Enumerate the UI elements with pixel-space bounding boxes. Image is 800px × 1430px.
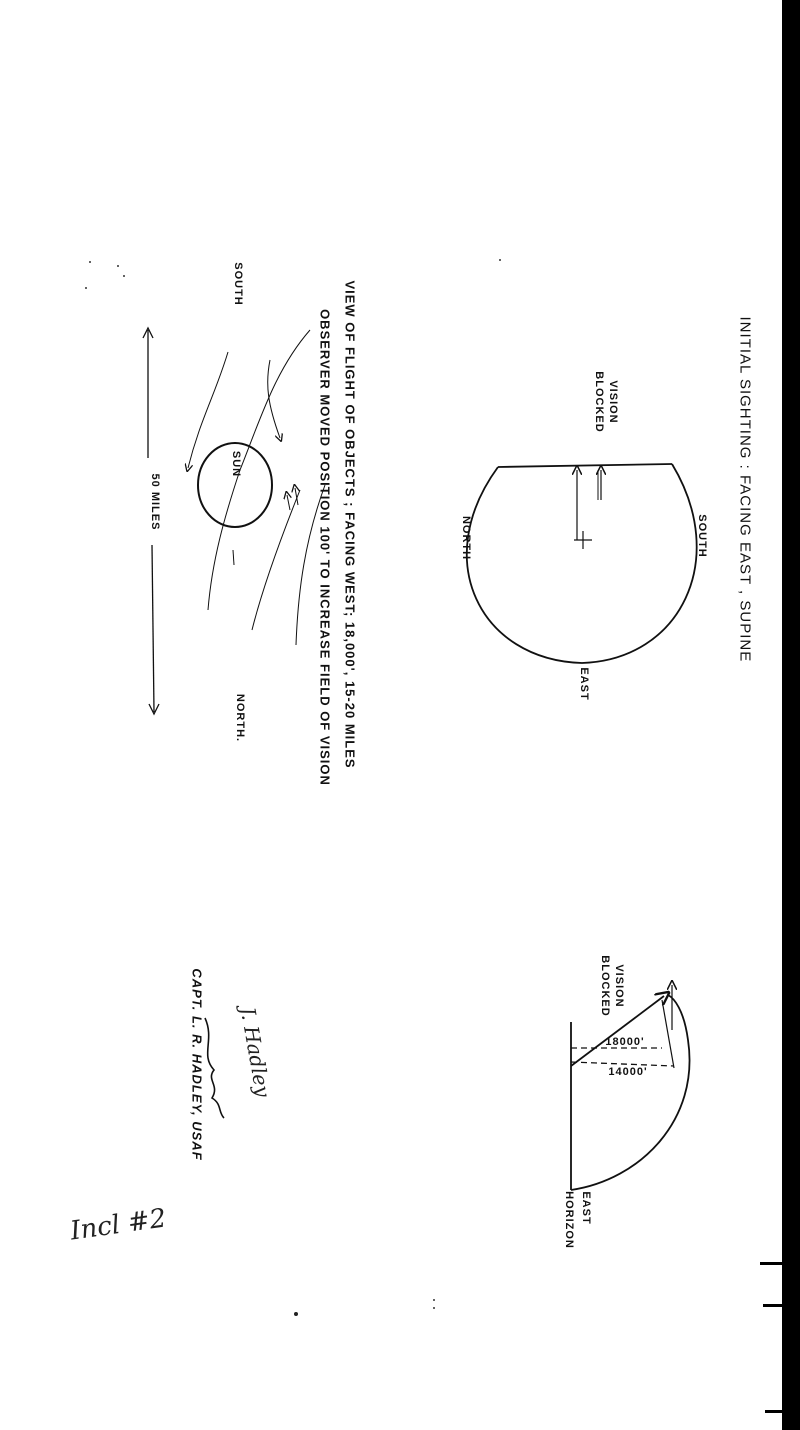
vision-label-line2: BLOCKED: [593, 371, 605, 433]
flight-path: [233, 550, 234, 565]
vision-label-line1: VISION: [613, 964, 625, 1008]
scale-label: 50 MILES: [149, 473, 161, 531]
vision-blocked-line: [498, 464, 672, 467]
speck: [499, 259, 501, 261]
diagram3-vision-blocked-label: [598, 946, 626, 1026]
diagram3-horizon-label: HORIZON: [563, 1191, 575, 1249]
diagram2-south-label: SOUTH: [232, 262, 244, 306]
printed-name: CAPT. L. R. HADLEY, USAF: [189, 968, 205, 1161]
speck: [89, 261, 91, 263]
flight-path: [188, 352, 228, 468]
signature-scribble: [205, 1018, 224, 1118]
speck: [85, 287, 87, 289]
vision-label-line1: VISION: [607, 380, 619, 424]
altitude-18000-label: 18000': [605, 1036, 645, 1048]
scale-line: [152, 545, 154, 712]
diagram1-east-label: EAST: [578, 667, 590, 701]
flight-path: [208, 330, 310, 610]
page-edge-tab: [763, 1304, 785, 1307]
diagram2-north-label: NORTH.: [234, 693, 246, 743]
vision-label-line2: BLOCKED: [599, 955, 611, 1017]
inclosure-note: Incl #2: [68, 1203, 169, 1247]
sky-dome-arc: [467, 464, 697, 663]
altitude-14000-label: 14000': [608, 1066, 648, 1078]
page-edge-tab: [765, 1410, 785, 1413]
speck: [433, 1307, 435, 1309]
flight-path: [252, 490, 300, 630]
speck: [117, 265, 119, 267]
diagram2-caption-line1: VIEW OF FLIGHT OF OBJECTS ; FACING WEST; 18,000', 15-20 MILES: [342, 280, 358, 769]
sun-label: SUN: [230, 450, 242, 478]
flight-path: [268, 360, 280, 438]
speck: [433, 1299, 435, 1301]
diagram3-east-label: EAST: [580, 1191, 592, 1225]
speck: [294, 1312, 298, 1316]
diagram1-south-label: SOUTH: [696, 514, 708, 558]
diagram1-title: INITIAL SIGHTING : FACING EAST , SUPINE: [736, 316, 754, 663]
page-edge-tab: [760, 1262, 784, 1265]
page-edge-bar: [782, 0, 800, 1430]
signature: J. Hadley: [235, 1005, 276, 1099]
diagram1-north-label: NORTH: [460, 515, 472, 561]
speck: [123, 275, 125, 277]
diagram2-caption-line2: OBSERVER MOVED POSITION 100' TO INCREASE FIELD OF VISION: [317, 309, 333, 786]
flight-path: [287, 495, 290, 510]
diagram1-vision-blocked-label: [592, 362, 620, 442]
